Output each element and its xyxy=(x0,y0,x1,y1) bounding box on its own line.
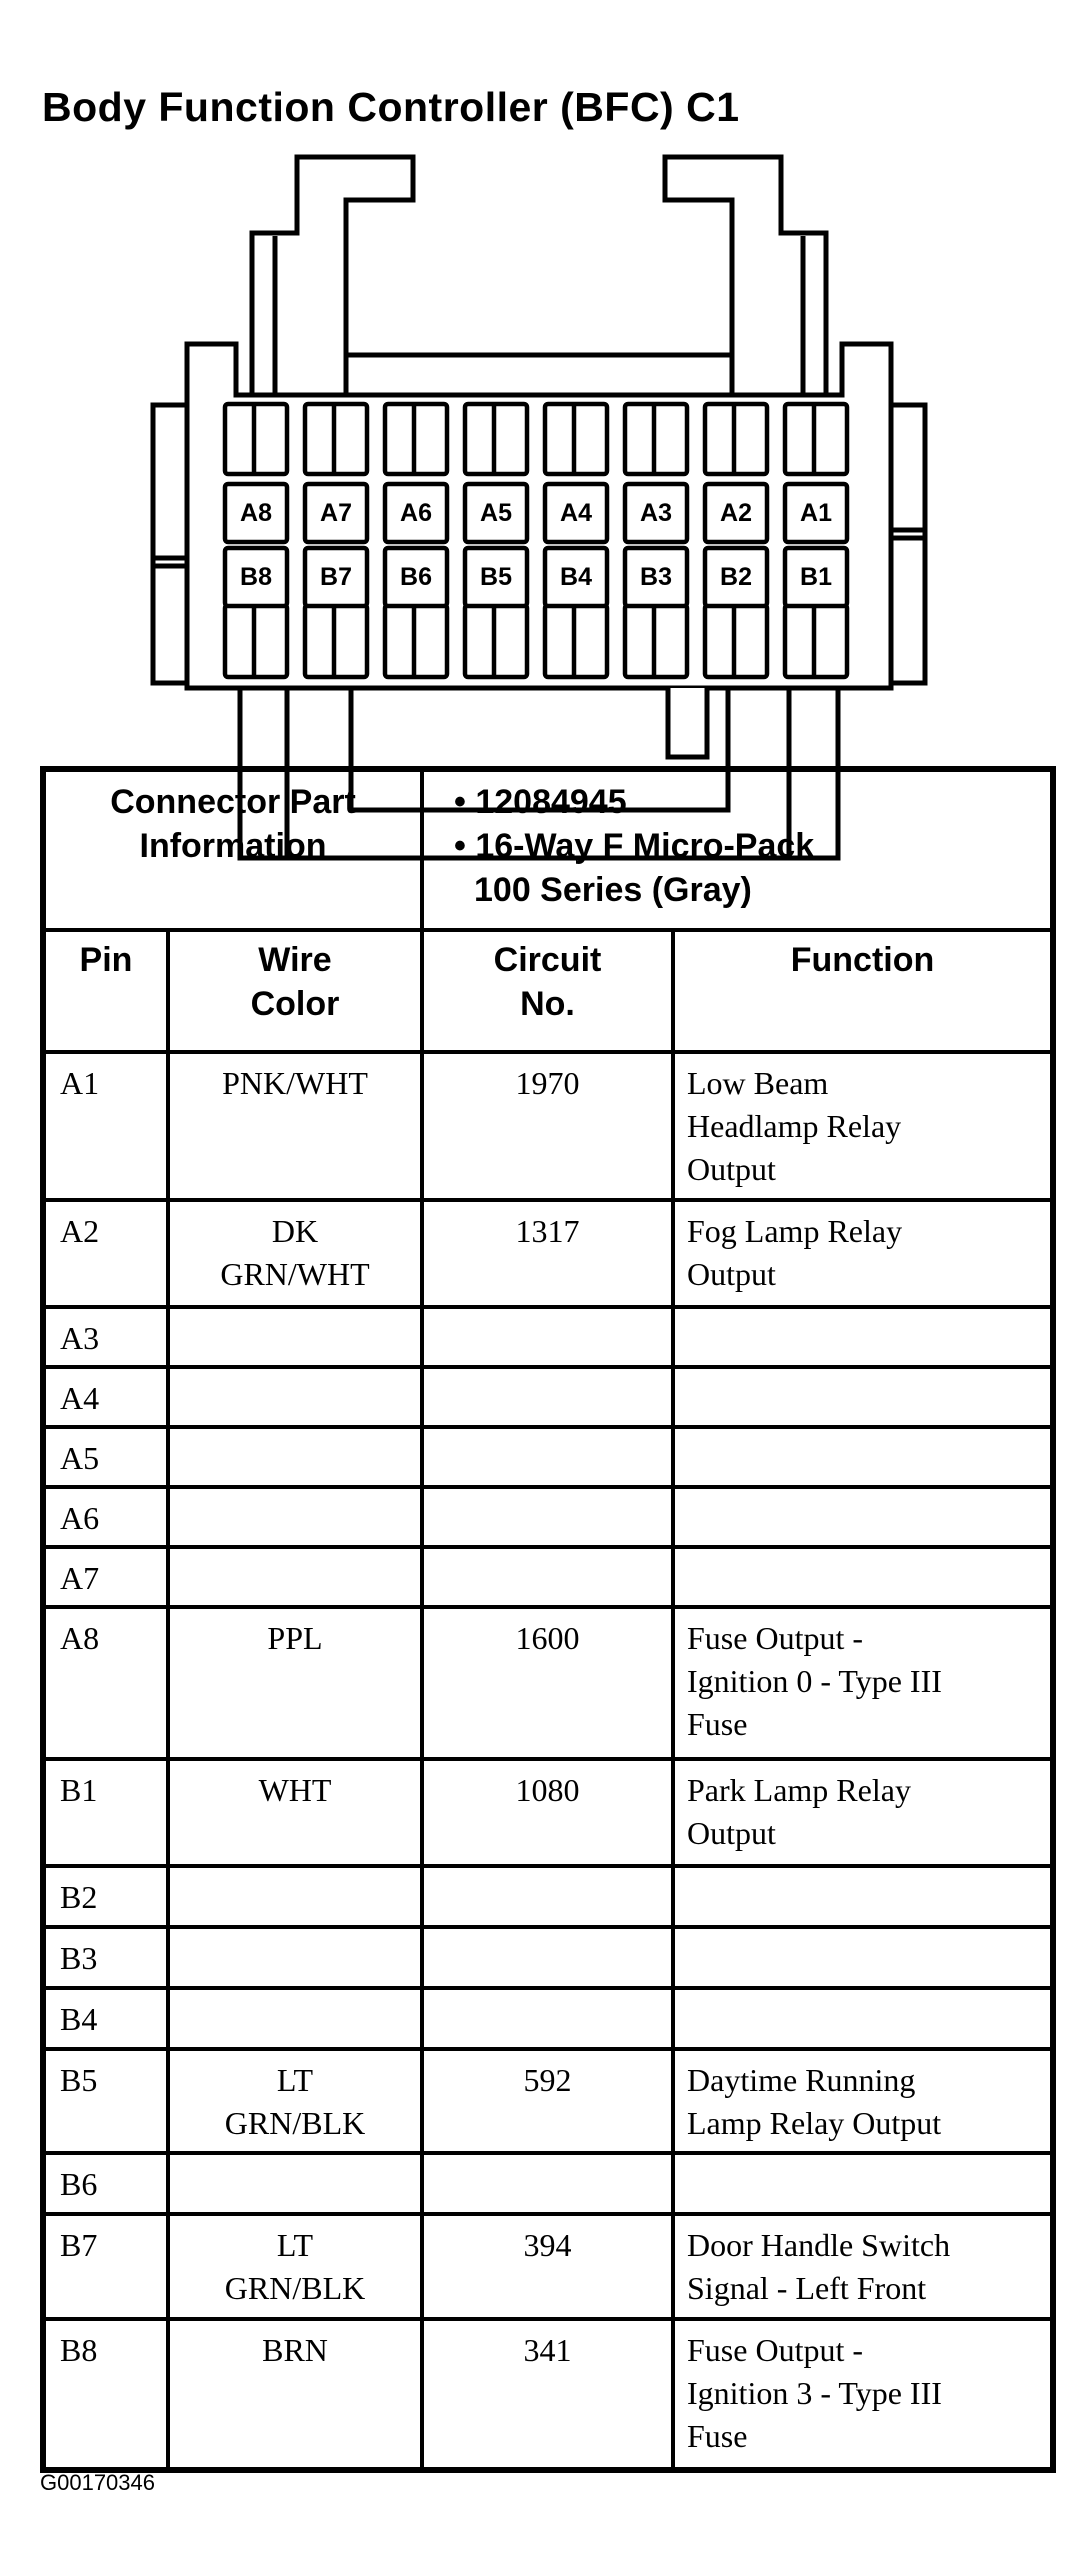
cell-pin: B8 xyxy=(43,2319,168,2470)
cell-function-line: Door Handle Switch xyxy=(687,2227,951,2263)
cell-circuit-no: 341 xyxy=(422,2319,673,2470)
pin-label-a: A8 xyxy=(240,499,272,527)
pin-label-box xyxy=(385,548,447,606)
pin-label-b: B2 xyxy=(720,563,752,591)
pin-label-b: B5 xyxy=(480,563,512,591)
pin-label-box xyxy=(705,548,767,606)
pin-label-a: A5 xyxy=(480,499,512,527)
cell-wire-color xyxy=(168,1052,422,1200)
cell-wire-color xyxy=(168,2319,422,2470)
cell-circuit-no: 394 xyxy=(422,2214,673,2319)
cell-circuit-no xyxy=(422,1988,673,2049)
cell-pin: B7 xyxy=(43,2214,168,2319)
cell-wire-color xyxy=(168,2049,422,2153)
cell-pin: A8 xyxy=(43,1607,168,1759)
cell-pin: A6 xyxy=(43,1487,168,1547)
pin-label-box xyxy=(545,484,607,542)
pin-label-box xyxy=(625,484,687,542)
table-row xyxy=(43,1927,1053,1988)
table-row xyxy=(43,1759,1053,1866)
table-row xyxy=(43,1367,1053,1427)
cell-pin: B5 xyxy=(43,2049,168,2153)
cell-function-line: Headlamp Relay xyxy=(687,1108,902,1144)
cell-pin: B6 xyxy=(43,2153,168,2214)
table-row xyxy=(43,2049,1053,2153)
header-wire-label: Wire xyxy=(258,941,332,979)
cell-function xyxy=(673,2049,1053,2153)
cell-wire-color xyxy=(168,1487,422,1547)
cell-pin: B4 xyxy=(43,1988,168,2049)
header-wire-label: Color xyxy=(250,985,340,1023)
pin-label-box xyxy=(305,548,367,606)
cell-function-line: Ignition 3 - Type III xyxy=(687,2375,942,2411)
cell-function xyxy=(673,1307,1053,1367)
pin-label-a: A7 xyxy=(320,499,352,527)
cell-wire-color xyxy=(168,1988,422,2049)
cell-circuit-no xyxy=(422,1367,673,1427)
part-info-label xyxy=(43,769,422,930)
cell-wire-color xyxy=(168,1866,422,1927)
cell-function-line: Output xyxy=(687,1815,776,1851)
cell-pin: A4 xyxy=(43,1367,168,1427)
cell-wire-color-line: LT xyxy=(276,2062,314,2098)
cell-circuit-no: 1317 xyxy=(422,1200,673,1307)
cell-function xyxy=(673,2214,1053,2319)
pin-label-b: B8 xyxy=(240,563,272,591)
pin-label-box xyxy=(225,548,287,606)
table-row xyxy=(43,1487,1053,1547)
cell-function xyxy=(673,1988,1053,2049)
cell-function-line: Fuse xyxy=(687,2418,748,2454)
pin-label-box xyxy=(465,484,527,542)
cell-wire-color xyxy=(168,1607,422,1759)
cell-wire-color xyxy=(168,1200,422,1307)
page-title: Body Function Controller (BFC) C1 xyxy=(42,84,740,130)
cell-function-line: Fuse Output - xyxy=(687,2332,863,2368)
cell-pin: B2 xyxy=(43,1866,168,1927)
cell-wire-color xyxy=(168,1547,422,1607)
cell-wire-color-line: WHT xyxy=(258,1772,332,1808)
cell-function xyxy=(673,1607,1053,1759)
cell-pin: A3 xyxy=(43,1307,168,1367)
table-row xyxy=(43,1866,1053,1927)
cell-wire-color xyxy=(168,1307,422,1367)
pin-label-b: B1 xyxy=(800,563,832,591)
cell-wire-color-line: GRN/BLK xyxy=(224,2105,366,2141)
cell-function-line: Fog Lamp Relay xyxy=(687,1213,903,1249)
connector-pin-table xyxy=(40,766,1056,2473)
pin-label-a: A2 xyxy=(720,499,752,527)
pin-label-a: A1 xyxy=(800,499,832,527)
cell-function-line: Ignition 0 - Type III xyxy=(687,1663,942,1699)
pin-label-box xyxy=(625,548,687,606)
pin-label-box xyxy=(785,484,847,542)
cell-function xyxy=(673,1759,1053,1866)
pin-label-a: A3 xyxy=(640,499,672,527)
cell-pin: B3 xyxy=(43,1927,168,1988)
cell-wire-color xyxy=(168,1927,422,1988)
cell-wire-color-line: PPL xyxy=(267,1620,323,1656)
pin-label-box xyxy=(545,548,607,606)
cell-pin: A7 xyxy=(43,1547,168,1607)
cell-pin: B1 xyxy=(43,1759,168,1866)
table-row xyxy=(43,2214,1053,2319)
connector-type: • 16-Way F Micro-Pack xyxy=(454,827,815,865)
part-info-values xyxy=(422,769,1053,930)
cell-function xyxy=(673,1547,1053,1607)
pin-label-b: B7 xyxy=(320,563,352,591)
pin-label-box xyxy=(465,548,527,606)
cell-function xyxy=(673,2153,1053,2214)
cell-wire-color-line: DK xyxy=(271,1213,319,1249)
cell-wire-color-line: GRN/BLK xyxy=(224,2270,366,2306)
table-row xyxy=(43,2319,1053,2470)
cell-circuit-no xyxy=(422,2153,673,2214)
cell-circuit-no xyxy=(422,1547,673,1607)
cell-circuit-no: 1600 xyxy=(422,1607,673,1759)
header-function-label: Function xyxy=(790,941,935,979)
header-circuit-label: No. xyxy=(520,985,575,1023)
cell-function-line: Fuse Output - xyxy=(687,1620,863,1656)
cell-circuit-no xyxy=(422,1427,673,1487)
part-info-row xyxy=(43,769,1053,930)
connector-series: 100 Series (Gray) xyxy=(474,871,752,909)
header-function xyxy=(673,930,1053,1052)
cell-wire-color xyxy=(168,1367,422,1427)
part-number: • 12084945 xyxy=(454,783,627,821)
cell-wire-color-line: PNK/WHT xyxy=(222,1065,368,1101)
cell-function xyxy=(673,2319,1053,2470)
header-wire-color xyxy=(168,930,422,1052)
cell-wire-color-line: BRN xyxy=(262,2332,328,2368)
cell-function xyxy=(673,1052,1053,1200)
cell-function-line: Daytime Running xyxy=(687,2062,916,2098)
cell-function xyxy=(673,1927,1053,1988)
cell-function-line: Low Beam xyxy=(687,1065,829,1101)
cell-function xyxy=(673,1200,1053,1307)
cell-circuit-no xyxy=(422,1927,673,1988)
column-header-row xyxy=(43,930,1053,1052)
table-row xyxy=(43,1052,1053,1200)
table-row xyxy=(43,1427,1053,1487)
table-row xyxy=(43,1988,1053,2049)
part-info-label-line: Information xyxy=(139,827,327,865)
table-row xyxy=(43,1547,1053,1607)
cell-pin: A5 xyxy=(43,1427,168,1487)
table-row xyxy=(43,1307,1053,1367)
cell-function-line: Fuse xyxy=(687,1706,748,1742)
cell-circuit-no xyxy=(422,1866,673,1927)
table-row xyxy=(43,2153,1053,2214)
cell-function-line: Signal - Left Front xyxy=(687,2270,927,2306)
part-info-label-line: Connector Part xyxy=(110,783,356,821)
pin-label-box xyxy=(305,484,367,542)
pin-label-b: B4 xyxy=(560,563,592,591)
cell-wire-color-line: LT xyxy=(276,2227,314,2263)
cell-wire-color xyxy=(168,1427,422,1487)
cell-circuit-no xyxy=(422,1307,673,1367)
cell-wire-color xyxy=(168,2214,422,2319)
cell-function xyxy=(673,1367,1053,1427)
header-pin-label: Pin xyxy=(79,941,133,979)
pin-label-box xyxy=(225,484,287,542)
pin-label-box xyxy=(705,484,767,542)
cell-circuit-no: 1970 xyxy=(422,1052,673,1200)
cell-function xyxy=(673,1866,1053,1927)
connector-diagram xyxy=(0,0,1079,880)
header-circuit-no xyxy=(422,930,673,1052)
cell-wire-color xyxy=(168,2153,422,2214)
table-row xyxy=(43,1607,1053,1759)
cell-function xyxy=(673,1427,1053,1487)
cell-function xyxy=(673,1487,1053,1547)
cell-function-line: Output xyxy=(687,1256,776,1292)
pin-label-a: A4 xyxy=(560,499,592,527)
header-circuit-label: Circuit xyxy=(493,941,602,979)
cell-circuit-no: 592 xyxy=(422,2049,673,2153)
cell-function-line: Output xyxy=(687,1151,776,1187)
cell-circuit-no: 1080 xyxy=(422,1759,673,1866)
pin-label-box xyxy=(385,484,447,542)
header-pin xyxy=(43,930,168,1052)
cell-function-line: Park Lamp Relay xyxy=(687,1772,911,1808)
pin-label-a: A6 xyxy=(400,499,432,527)
figure-id: G00170346 xyxy=(40,2470,155,2495)
cell-pin: A2 xyxy=(43,1200,168,1307)
cell-pin: A1 xyxy=(43,1052,168,1200)
pin-label-b: B6 xyxy=(400,563,432,591)
cell-wire-color-line: GRN/WHT xyxy=(220,1256,370,1292)
table-row xyxy=(43,1200,1053,1307)
cell-circuit-no xyxy=(422,1487,673,1547)
pin-label-b: B3 xyxy=(640,563,672,591)
cell-function-line: Lamp Relay Output xyxy=(687,2105,942,2141)
pin-label-box xyxy=(785,548,847,606)
cell-wire-color xyxy=(168,1759,422,1866)
